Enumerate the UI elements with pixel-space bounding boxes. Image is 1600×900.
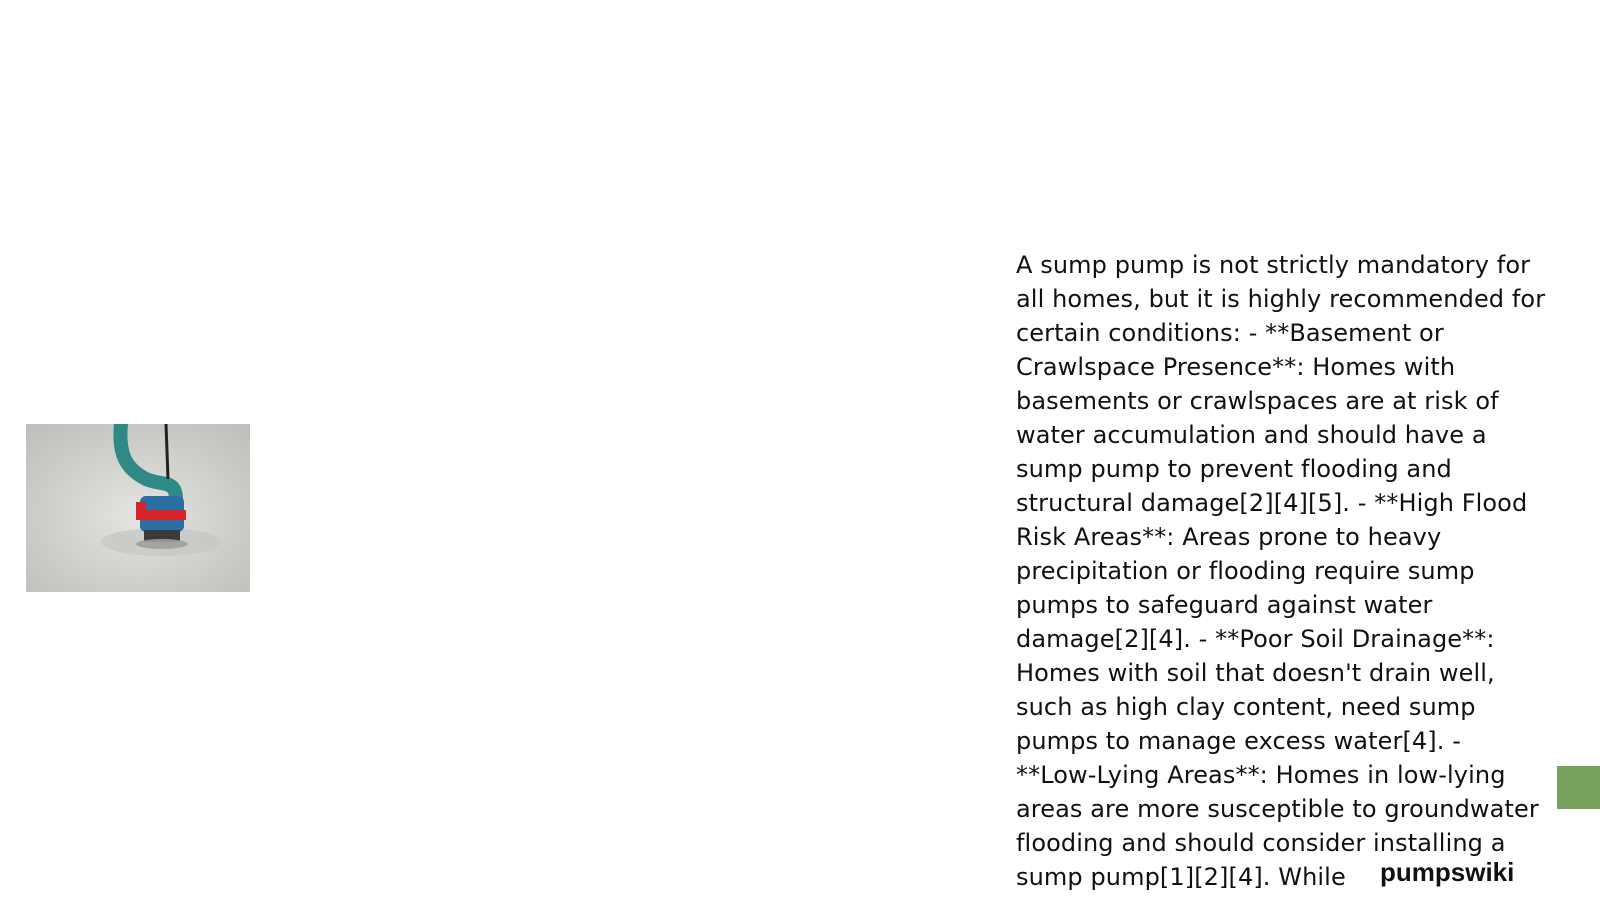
- pump-photo-image: [26, 424, 250, 592]
- pump-photo: [26, 424, 250, 592]
- article-body-text: A sump pump is not strictly mandatory for all homes, but it is highly recommended for certain conditions: - **Basement or Crawlspace Presence**: Homes with basements or crawlspaces are at risk of water accumulation and should have a sump pump to prevent flooding and structural damage[2][4][5]. - **High Flood Risk Areas**: Areas prone to heavy precipitation or flooding require sump pumps to safeguard against water damage[2][4]. - **Poor Soil Drainage**: Homes with soil that doesn't drain well, such as high clay content, need sump pumps to manage excess water[4]. - **Low-Lying Areas**: Homes in low-lying areas are more susceptible to groundwater flooding and should consider installing a sump pump[1][2][4]. While: [1016, 251, 1546, 891]
- side-tab-button[interactable]: [1557, 766, 1600, 809]
- site-brand-label[interactable]: pumpswiki: [1380, 857, 1515, 887]
